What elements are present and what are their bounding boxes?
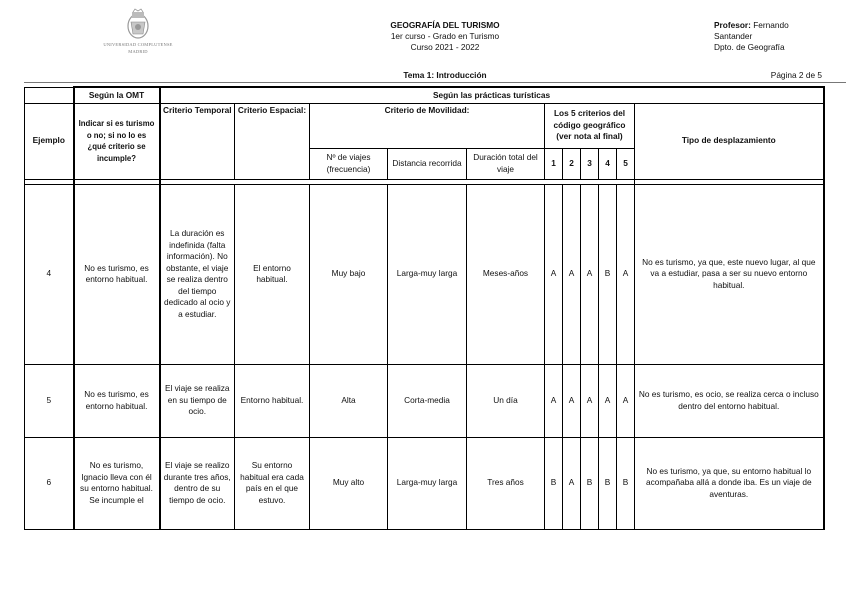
table-row	[25, 364, 824, 437]
row-temporal: El viaje se realiza en su tiempo de ocio.	[160, 364, 235, 437]
header-criterio-5: 5	[617, 148, 635, 179]
row-c1: A	[545, 184, 563, 364]
header-tipo: Tipo de desplazamiento	[635, 103, 824, 179]
row-distancia: Corta-media	[388, 364, 467, 437]
university-crest-icon	[125, 8, 151, 40]
table-row	[25, 184, 824, 364]
department: Dpto. de Geografía	[714, 42, 785, 52]
header-criterio-3: 3	[581, 148, 599, 179]
row-espacial: Entorno habitual.	[235, 364, 310, 437]
row-ejemplo: 4	[25, 184, 74, 364]
course-line-2: 1er curso - Grado en Turismo	[390, 31, 500, 41]
page-number: Página 2 de 5	[770, 70, 822, 80]
row-viajes: Alta	[310, 364, 388, 437]
row-c5: B	[617, 437, 635, 529]
topic-title: Tema 1: Introducción	[403, 70, 487, 80]
row-duracion: Tres años	[467, 437, 545, 529]
row-c4: B	[599, 184, 617, 364]
row-duracion: Un día	[467, 364, 545, 437]
header-movilidad: Criterio de Movilidad:	[310, 103, 545, 148]
row-c4: A	[599, 364, 617, 437]
header-ejemplo: Ejemplo	[25, 103, 74, 179]
row-c3: A	[581, 184, 599, 364]
row-c5: A	[617, 184, 635, 364]
row-c4: B	[599, 437, 617, 529]
course-title: GEOGRAFÍA DEL TURISMO	[390, 20, 500, 30]
row-espacial: Su entorno habitual era cada país en el que estuvo.	[235, 437, 310, 529]
row-viajes: Muy alto	[310, 437, 388, 529]
row-viajes: Muy bajo	[310, 184, 388, 364]
course-header	[330, 20, 560, 53]
logo-text-2: MADRID	[128, 49, 148, 54]
header-espacial: Criterio Espacial:	[235, 103, 310, 179]
row-duracion: Meses-años	[467, 184, 545, 364]
professor-name-1: Fernando	[753, 20, 789, 30]
header-viajes: Nº de viajes (frecuencia)	[310, 148, 388, 179]
header-distancia: Distancia recorrida	[388, 148, 467, 179]
professor-name-2: Santander	[714, 31, 753, 41]
row-distancia: Larga-muy larga	[388, 184, 467, 364]
row-c1: A	[545, 364, 563, 437]
professor-block	[714, 20, 844, 53]
row-espacial: El entorno habitual.	[235, 184, 310, 364]
row-temporal: La duración es indefinida (falta información). No obstante, el viaje se realiza dentro del tiempo dedicado al ocio y a estudiar.	[160, 184, 235, 364]
header-segun-omt: Según la OMT	[74, 87, 160, 103]
header-segun-practicas: Según las prácticas turísticas	[160, 87, 824, 103]
header-temporal: Criterio Temporal	[160, 103, 235, 179]
row-omt: No es turismo, es entorno habitual.	[74, 184, 160, 364]
row-c2: A	[563, 364, 581, 437]
logo-text-1: UNIVERSIDAD COMPLUTENSE	[103, 42, 173, 47]
table-row	[25, 437, 824, 529]
tourism-criteria-table	[24, 86, 825, 530]
header-criterio-4: 4	[599, 148, 617, 179]
row-tipo: No es turismo, ya que, este nuevo lugar, al que va a estudiar, pasa a ser su nuevo entorno habitual.	[635, 184, 824, 364]
header-indicar: Indicar si es turismo o no; si no lo es ¿qué criterio se incumple?	[74, 103, 160, 179]
row-ejemplo: 5	[25, 364, 74, 437]
row-omt: No es turismo, es entorno habitual.	[74, 364, 160, 437]
row-c2: A	[563, 184, 581, 364]
row-c3: A	[581, 364, 599, 437]
header-divider	[24, 82, 846, 83]
header-criterio-1: 1	[545, 148, 563, 179]
row-omt: No es turismo, Ignacio lleva con él su entorno habitual. Se incumple el	[74, 437, 160, 529]
course-line-3: Curso 2021 - 2022	[410, 42, 480, 52]
row-c5: A	[617, 364, 635, 437]
row-temporal: El viaje se realizo durante tres años, dentro de su tiempo de ocio.	[160, 437, 235, 529]
header-criterio-2: 2	[563, 148, 581, 179]
header-cinco-criterios: Los 5 criterios del código geográfico (ver nota al final)	[545, 103, 635, 148]
university-logo	[88, 8, 188, 60]
row-c2: A	[563, 437, 581, 529]
professor-label: Profesor:	[714, 20, 751, 30]
corner-cell	[25, 87, 74, 103]
row-distancia: Larga-muy larga	[388, 437, 467, 529]
row-c1: B	[545, 437, 563, 529]
row-tipo: No es turismo, ya que, su entorno habitual lo acompañaba allá a donde iba. Es un viaje de aventuras.	[635, 437, 824, 529]
row-c3: B	[581, 437, 599, 529]
header-duracion: Duración total del viaje	[467, 148, 545, 179]
row-tipo: No es turismo, es ocio, se realiza cerca o incluso dentro del entorno habitual.	[635, 364, 824, 437]
row-ejemplo: 6	[25, 437, 74, 529]
